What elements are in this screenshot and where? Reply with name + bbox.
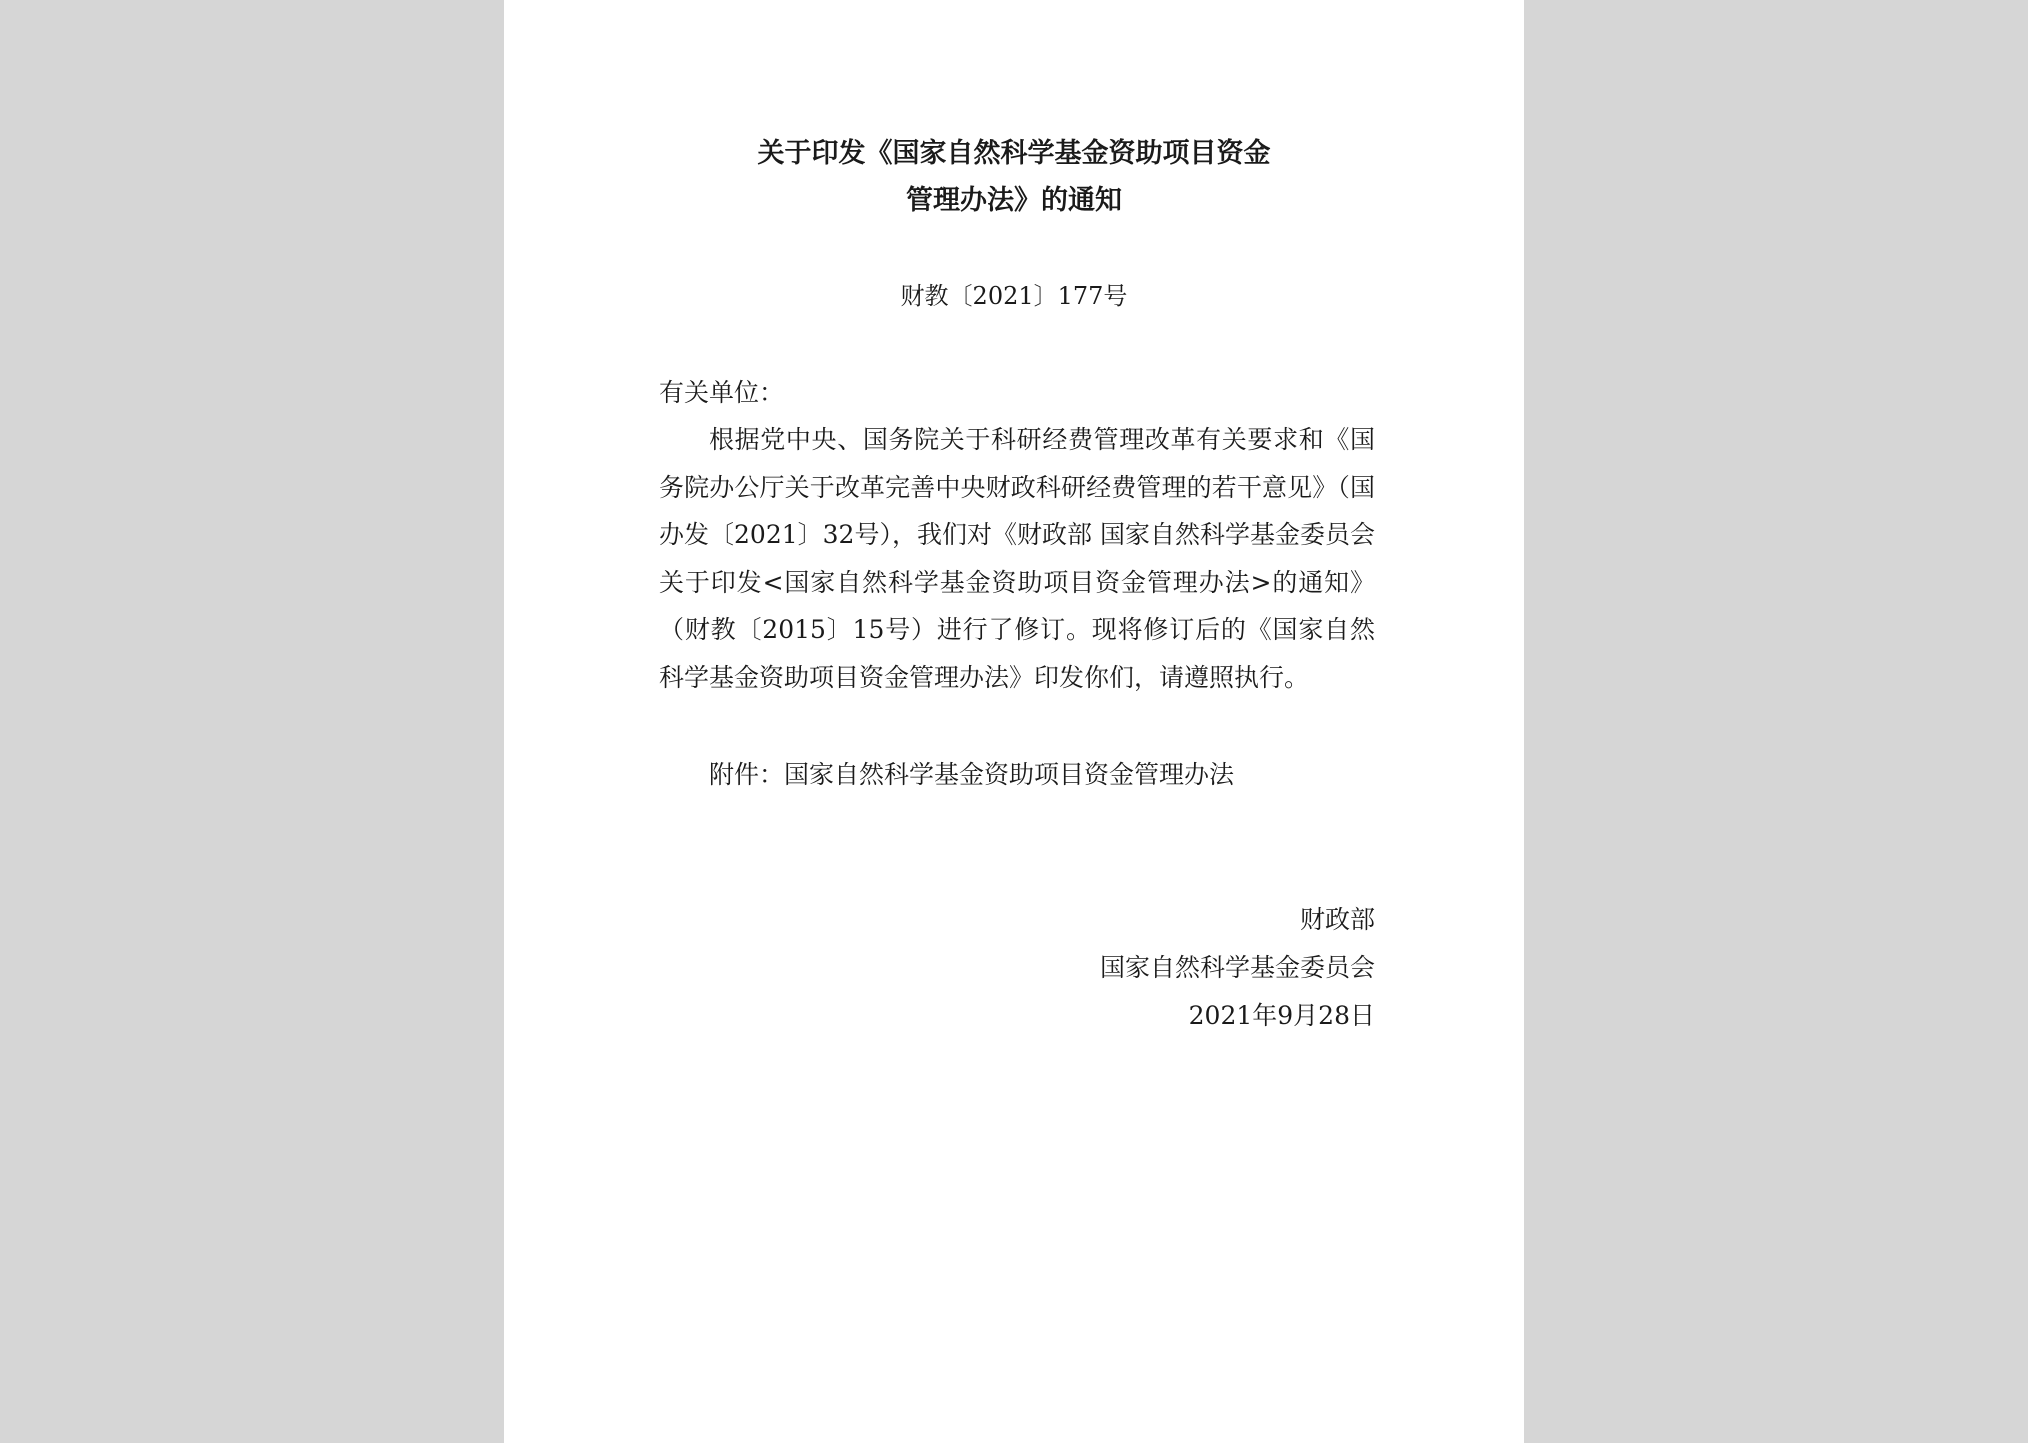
document-title-line-2: 管理办法》的通知 — [906, 185, 1122, 216]
document-number: 财教〔2021〕177号 — [900, 282, 1128, 310]
attachment-line: 附件：国家自然科学基金资助项目资金管理办法 — [709, 760, 1235, 789]
signature-ministry-of-finance: 财政部 — [1299, 905, 1375, 934]
salutation: 有关单位： — [659, 378, 785, 407]
document-title-line-1: 关于印发《国家自然科学基金资助项目资金 — [757, 138, 1271, 169]
signature-nsfc: 国家自然科学基金委员会 — [1099, 953, 1375, 982]
body-paragraph: 根据党中央、国务院关于科研经费管理改革有关要求和《国务院办公厅关于改革完善中央财政科研经费管理的若干意见》（国办发〔2021〕32号），我们对《财政部 国家自然科学基金委员会关于印发<国家自然科学基金资助项目资金管理办法>的通知》（财教〔2015〕15号）进行了修订。现将修订后的《国家自然科学基金资助项目资金管理办法》印发你们，请遵照执行。 — [659, 425, 1375, 692]
document-page — [504, 0, 1524, 1443]
signature-date: 2021年9月28日 — [1188, 1001, 1375, 1030]
